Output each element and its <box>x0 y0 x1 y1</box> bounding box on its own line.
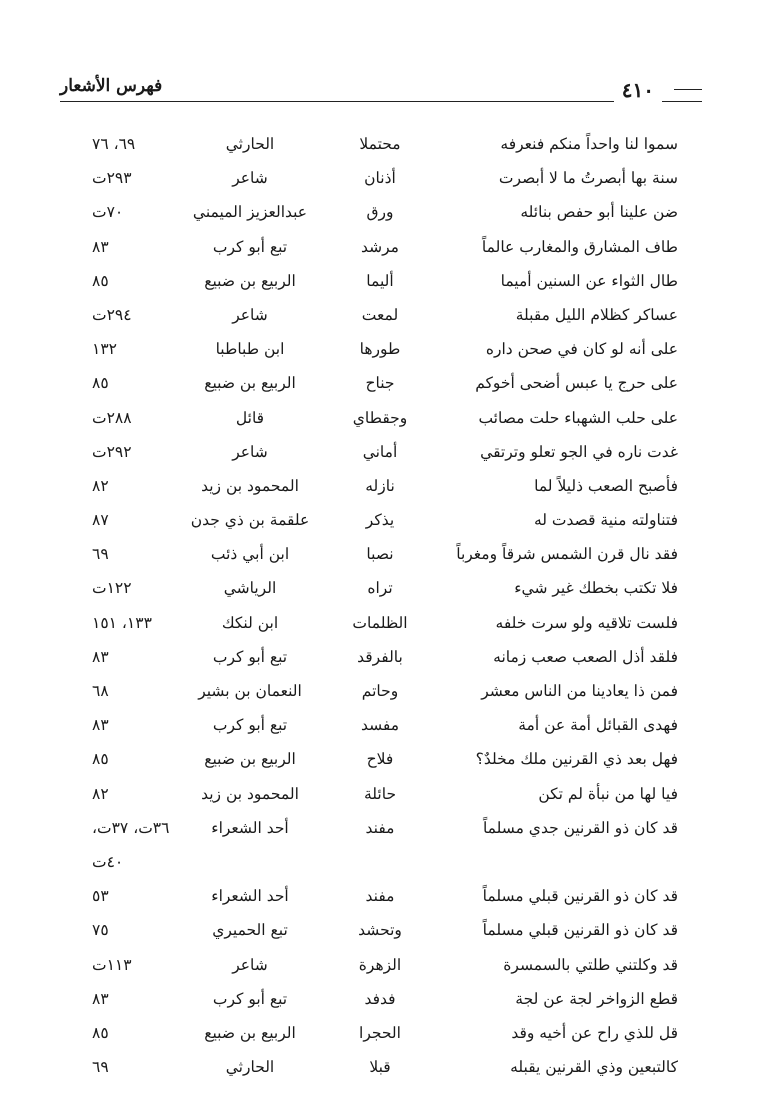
pages-cell: ٤٠ت <box>92 852 124 871</box>
index-row <box>0 1016 762 1050</box>
poet-cell: الربيع بن ضبيع <box>204 750 296 769</box>
poet-cell: الحارثي <box>225 1058 275 1077</box>
verse-cell: قد وكلتني طلتي بالسمسرة <box>503 955 678 974</box>
index-row <box>0 1050 762 1084</box>
rhyme-cell: أليما <box>366 271 394 290</box>
pages-cell: ٣٦ت، ٣٧ت، <box>92 818 170 837</box>
pages-cell: ١٣٢ <box>92 340 117 359</box>
pages-cell: ٨٥ <box>92 374 109 393</box>
verse-cell: فيا لها من نبأة لم تكن <box>538 784 678 803</box>
verse-cell: عساكر كظلام الليل مقبلة <box>515 305 678 324</box>
poet-cell: المحمود بن زيد <box>201 476 299 495</box>
verse-cell: قطع الزواخر لجة عن لجة <box>515 989 678 1008</box>
pages-cell: ٨٣ <box>92 989 109 1008</box>
rhyme-cell: مفسد <box>360 716 400 735</box>
pages-cell: ٨٢ <box>92 476 109 495</box>
index-row <box>0 195 762 229</box>
pages-cell: ٦٩، ٧٦ <box>92 135 136 153</box>
index-row <box>0 879 762 913</box>
poet-cell: تبع الحميري <box>212 921 288 940</box>
rhyme-cell: ورق <box>366 203 394 222</box>
rhyme-cell: مفند <box>365 818 395 837</box>
index-row <box>0 503 762 537</box>
pages-cell: ٨٣ <box>92 237 109 256</box>
index-row <box>0 537 762 571</box>
pages-cell: ٧٠ت <box>92 203 124 222</box>
index-row <box>0 913 762 947</box>
pages-cell: ٨٣ <box>92 647 109 666</box>
index-row <box>0 674 762 708</box>
poet-cell: المحمود بن زيد <box>201 784 299 803</box>
verse-cell: قد كان ذو القرنين قبلي مسلماً <box>482 887 678 906</box>
index-row <box>0 435 762 469</box>
rhyme-cell: بالفرقد <box>357 647 403 666</box>
poet-cell: أحد الشعراء <box>211 887 289 906</box>
poet-cell: النعمان بن بشير <box>198 682 302 700</box>
verse-cell: على حلب الشهباء حلت مصائب <box>478 408 678 427</box>
verse-cell: فلقد أذل الصعب صعب زمانه <box>493 647 678 666</box>
rhyme-cell: نصبا <box>366 545 394 564</box>
rhyme-cell: حائلة <box>363 784 397 803</box>
header-rule <box>60 101 702 102</box>
rhyme-cell: وتحشد <box>358 921 402 940</box>
poet-cell: الحارثي <box>225 135 275 153</box>
rhyme-cell: مرشد <box>361 237 399 256</box>
index-row <box>0 640 762 674</box>
rhyme-cell: الظلمات <box>352 613 408 632</box>
verse-cell: سموا لنا واحداً منكم فنعرفه <box>500 135 678 153</box>
index-row <box>0 708 762 742</box>
index-row <box>0 845 762 879</box>
rhyme-cell: طورها <box>359 340 401 359</box>
index-row <box>0 401 762 435</box>
rhyme-cell: وجقطاي <box>352 408 408 427</box>
verse-cell: فتناولته منية قصدت له <box>533 511 678 530</box>
verse-cell: طاف المشارق والمغارب عالماً <box>481 237 678 256</box>
poet-cell: الربيع بن ضبيع <box>204 1023 296 1042</box>
pages-cell: ٢٨٨ت <box>92 408 132 427</box>
poet-cell: الربيع بن ضبيع <box>204 271 296 290</box>
pages-cell: ١٢٢ت <box>92 579 132 598</box>
index-row <box>0 469 762 503</box>
verse-cell: غدت ناره في الجو تعلو وترتقي <box>480 442 678 461</box>
poet-cell: تبع أبو كرب <box>212 237 288 256</box>
rhyme-cell: لمعت <box>361 305 399 324</box>
verse-cell: فأصبح الصعب ذليلاً لما <box>534 476 678 495</box>
rhyme-cell: نازله <box>365 476 395 495</box>
pages-cell: ١٣٣، ١٥١ <box>92 613 152 632</box>
poet-cell: شاعر <box>232 305 268 324</box>
poet-cell: شاعر <box>232 169 268 188</box>
index-row <box>0 571 762 605</box>
index-row <box>0 298 762 332</box>
pages-cell: ٥٣ <box>92 887 109 906</box>
verse-cell: ضن علينا أبو حفص بنائله <box>520 203 678 222</box>
index-row <box>0 948 762 982</box>
index-row <box>0 777 762 811</box>
verse-cell: فلا تكتب بخطك غير شيء <box>514 579 678 598</box>
pages-cell: ٨٧ <box>92 511 109 530</box>
poet-cell: أحد الشعراء <box>211 818 289 837</box>
pages-cell: ٦٩ <box>92 1058 109 1077</box>
verse-cell: فهدى القبائل أمة عن أمة <box>518 716 678 735</box>
rhyme-cell: فلاح <box>366 750 394 769</box>
rhyme-cell: مفند <box>365 887 395 906</box>
index-row <box>0 161 762 195</box>
pages-cell: ٢٩٢ت <box>92 442 132 461</box>
index-row <box>0 230 762 264</box>
verse-cell: قد كان ذو القرنين جدي مسلماً <box>482 818 678 837</box>
pages-cell: ٢٩٤ت <box>92 305 132 324</box>
index-row <box>0 982 762 1016</box>
verse-cell: فقد نال قرن الشمس شرقاً ومغرباً <box>456 545 678 564</box>
poetry-index-table <box>0 127 762 1084</box>
pages-cell: ٨٣ <box>92 716 109 735</box>
rhyme-cell: أذنان <box>364 169 396 188</box>
rhyme-cell: أماني <box>362 442 398 461</box>
verse-cell: فلست تلاقيه ولو سرت خلفه <box>495 613 678 632</box>
rhyme-cell: الحجرا <box>359 1023 401 1042</box>
poet-cell: عبدالعزيز الميمني <box>192 203 308 222</box>
pages-cell: ٨٥ <box>92 750 109 769</box>
index-row <box>0 606 762 640</box>
verse-cell: فهل بعد ذي القرنين ملك مخلدٌ؟ <box>475 750 678 769</box>
verse-cell: كالتبعين وذي القرنين يقبله <box>510 1058 678 1077</box>
poet-cell: شاعر <box>232 442 268 461</box>
index-row <box>0 127 762 161</box>
index-row <box>0 811 762 845</box>
pages-cell: ٨٢ <box>92 784 109 803</box>
rhyme-cell: وحاتم <box>361 682 399 700</box>
index-row <box>0 264 762 298</box>
poet-cell: تبع أبو كرب <box>212 647 288 666</box>
pages-cell: ٨٥ <box>92 271 109 290</box>
poet-cell: الربيع بن ضبيع <box>204 374 296 393</box>
rhyme-cell: محتملا <box>359 135 401 153</box>
poet-cell: تبع أبو كرب <box>212 989 288 1008</box>
poet-cell: شاعر <box>232 955 268 974</box>
pages-cell: ٢٩٣ت <box>92 169 132 188</box>
verse-cell: قل للذي راح عن أخيه وقد <box>511 1023 678 1042</box>
rhyme-cell: تراه <box>367 579 393 598</box>
index-row <box>0 366 762 400</box>
rhyme-cell: قبلا <box>369 1058 391 1077</box>
running-title: فهرس الأشعار <box>60 76 163 96</box>
verse-cell: على أنه لو كان في صحن داره <box>485 340 678 359</box>
verse-cell: طال الثواء عن السنين أميما <box>500 271 678 290</box>
poet-cell: ابن أبي ذئب <box>210 545 290 564</box>
page-header <box>60 68 702 108</box>
rhyme-cell: فدفد <box>364 989 396 1008</box>
pages-cell: ٧٥ <box>92 921 109 940</box>
poet-cell: ابن لنكك <box>221 613 279 632</box>
pages-cell: ٨٥ <box>92 1023 109 1042</box>
poet-cell: قائل <box>235 408 265 427</box>
verse-cell: على حرج يا عبس أضحى أخوكم <box>475 374 678 393</box>
poet-cell: ابن طباطبا <box>215 340 285 359</box>
pages-cell: ١١٣ت <box>92 955 132 974</box>
page-number: ٤١٠ <box>614 78 662 102</box>
index-row <box>0 742 762 776</box>
verse-cell: فمن ذا يعادينا من الناس معشر <box>481 682 678 700</box>
pages-cell: ٦٩ <box>92 545 109 564</box>
rhyme-cell: الزهرة <box>358 955 402 974</box>
pages-cell: ٦٨ <box>92 682 109 700</box>
poet-cell: الرياشي <box>223 579 277 598</box>
poet-cell: تبع أبو كرب <box>212 716 288 735</box>
header-rule-dash <box>674 89 702 90</box>
index-row <box>0 332 762 366</box>
rhyme-cell: جناح <box>365 374 395 393</box>
poet-cell: علقمة بن ذي جدن <box>190 511 310 530</box>
rhyme-cell: يذكر <box>365 511 395 530</box>
verse-cell: سنة بها أبصرتُ ما لا أبصرت <box>498 169 678 188</box>
verse-cell: قد كان ذو القرنين قبلي مسلماً <box>482 921 678 940</box>
